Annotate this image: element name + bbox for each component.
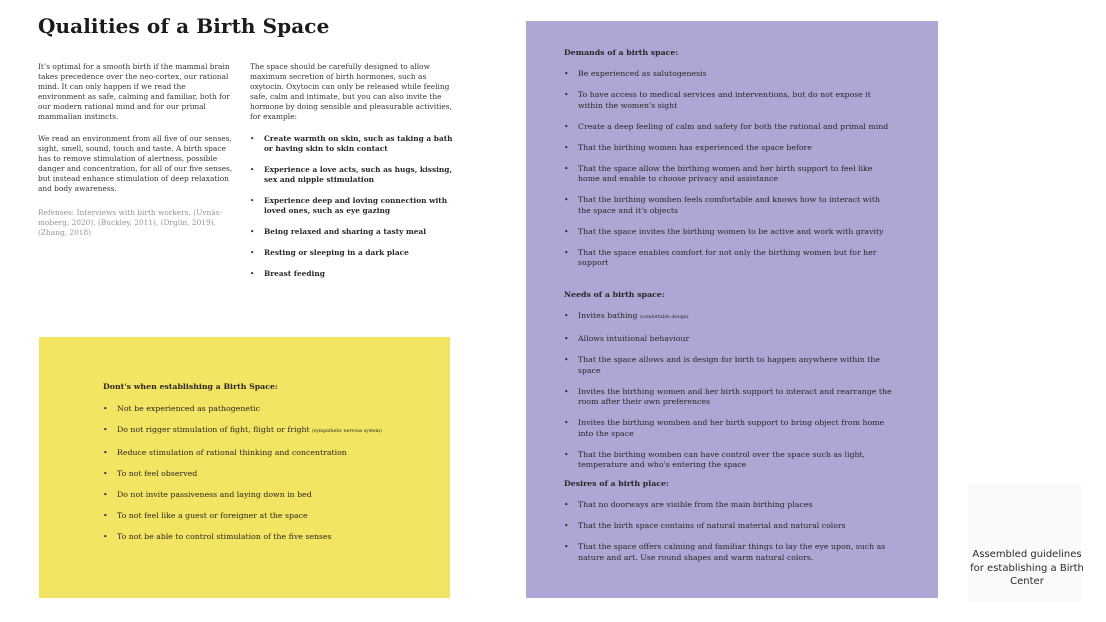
list-item: • Reduce stimulation of rational thinking and concentration bbox=[103, 448, 433, 459]
list-item: • That the space invites the birthing women to be active and work with gravity bbox=[564, 227, 894, 238]
list-item: • Do not invite passiveness and laying down in bed bbox=[103, 490, 433, 501]
list-item: • Create a deep feeling of calm and safety for both the rational and primal mind bbox=[564, 122, 894, 133]
desires-list bbox=[564, 500, 894, 574]
demands-list bbox=[564, 69, 894, 279]
needs-list bbox=[564, 311, 894, 481]
list-item: • That the space enables comfort for not only the birthing women but for her support bbox=[564, 248, 894, 269]
intro-paragraph-2: We read an environment from all five of our senses, sight, smell, sound, touch and taste. A birth space has to remove stimulation of alertness, possible danger and concentration, for all of our five senses, but instead enhance stimulation of deep relaxation and body awareness. bbox=[38, 134, 233, 194]
list-item: • That the birthing women has experienced the space before bbox=[564, 143, 894, 154]
list-item: • Breast feeding bbox=[250, 269, 455, 279]
demands-heading: Demands of a birth space: bbox=[564, 48, 679, 57]
list-item: • That the birthing womben can have control over the space such as light, temperature and who's entering the space bbox=[564, 450, 894, 471]
donts-heading: Dont's when establishing a Birth Space: bbox=[103, 382, 278, 391]
list-item: • Do not rigger stimulation of fight, flight or fright (sympathetic nervous system) bbox=[103, 425, 433, 438]
intro-paragraph-1: It’s optimal for a smooth birth if the mammal brain takes precedence over the neo-cortex, our rational mind. It can only happen if we read the environment as safe, calming and familiar, both for our modern rational mind and for our primal mammalian instincts. bbox=[38, 62, 230, 122]
list-item: • Allows intuitional behaviour bbox=[564, 334, 894, 345]
list-item: • Invites the birthing women and her birth support to interact and rearrange the room after their own preferences bbox=[564, 387, 894, 408]
references: Refenses: Interviews with birth workers, (Uvnäs-moberg, 2020), (Buckley, 2011), (Drglin, 2019), (Zhang, 2018) bbox=[38, 208, 222, 238]
list-item: • Resting or sleeping in a dark place bbox=[250, 248, 455, 258]
activities-list bbox=[250, 134, 455, 289]
desires-heading: Desires of a birth place: bbox=[564, 479, 669, 488]
list-item: • To have access to medical services and interventions, but do not expose it within the women's sight bbox=[564, 90, 894, 111]
donts-list bbox=[103, 404, 433, 553]
caption-text: Assembled guidelines for establishing a Birth Center bbox=[970, 549, 1084, 587]
list-item: • Being relaxed and sharing a tasty meal bbox=[250, 227, 455, 237]
list-item: • That the birthing womben feels comfortable and knows how to interact with the space and it's objects bbox=[564, 195, 894, 216]
list-item: • To not feel observed bbox=[103, 469, 433, 480]
list-item: • To not be able to control stimulation of the five senses bbox=[103, 532, 433, 543]
page-title: Qualities of a Birth Space bbox=[38, 14, 330, 38]
list-item: • That the space allows and is design for birth to happen anywhere within the space bbox=[564, 355, 894, 376]
list-item: • That the space offers calming and familiar things to lay the eye upon, such as nature and art. Use round shapes and warm natural colors. bbox=[564, 542, 894, 563]
list-item: • To not feel like a guest or foreigner at the space bbox=[103, 511, 433, 522]
list-item: • That the space allow the birthing women and her birth support to feel like home and enable to choose privacy and assistance bbox=[564, 164, 894, 185]
list-item: • Invites bathing (comfortable design) bbox=[564, 311, 894, 324]
list-item: • Experience a love acts, such as hugs, kissing, sex and nipple stimulation bbox=[250, 165, 455, 185]
list-item: • Invites the birthing womben and her birth support to bring object from home into the space bbox=[564, 418, 894, 439]
intro-paragraph-3: The space should be carefully designed to allow maximum secretion of birth hormones, such as oxytocin. Oxytocin can only be released while feeling safe, calm and intimate, but you can also invite the hormone by doing sensible and pleasurable activities, for example: bbox=[250, 62, 452, 122]
list-item: • Experience deep and loving connection with loved ones, such as eye gazing bbox=[250, 196, 455, 216]
list-item: • That no doorways are visible from the main birthing places bbox=[564, 500, 894, 511]
list-item: • That the birth space contains of natural material and natural colors bbox=[564, 521, 894, 532]
list-item: • Create warmth on skin, such as taking a bath or having skin to skin contact bbox=[250, 134, 455, 154]
needs-heading: Needs of a birth space: bbox=[564, 290, 665, 299]
list-item: • Not be experienced as pathogenetic bbox=[103, 404, 433, 415]
list-item: • Be experienced as salutogenesis bbox=[564, 69, 894, 80]
